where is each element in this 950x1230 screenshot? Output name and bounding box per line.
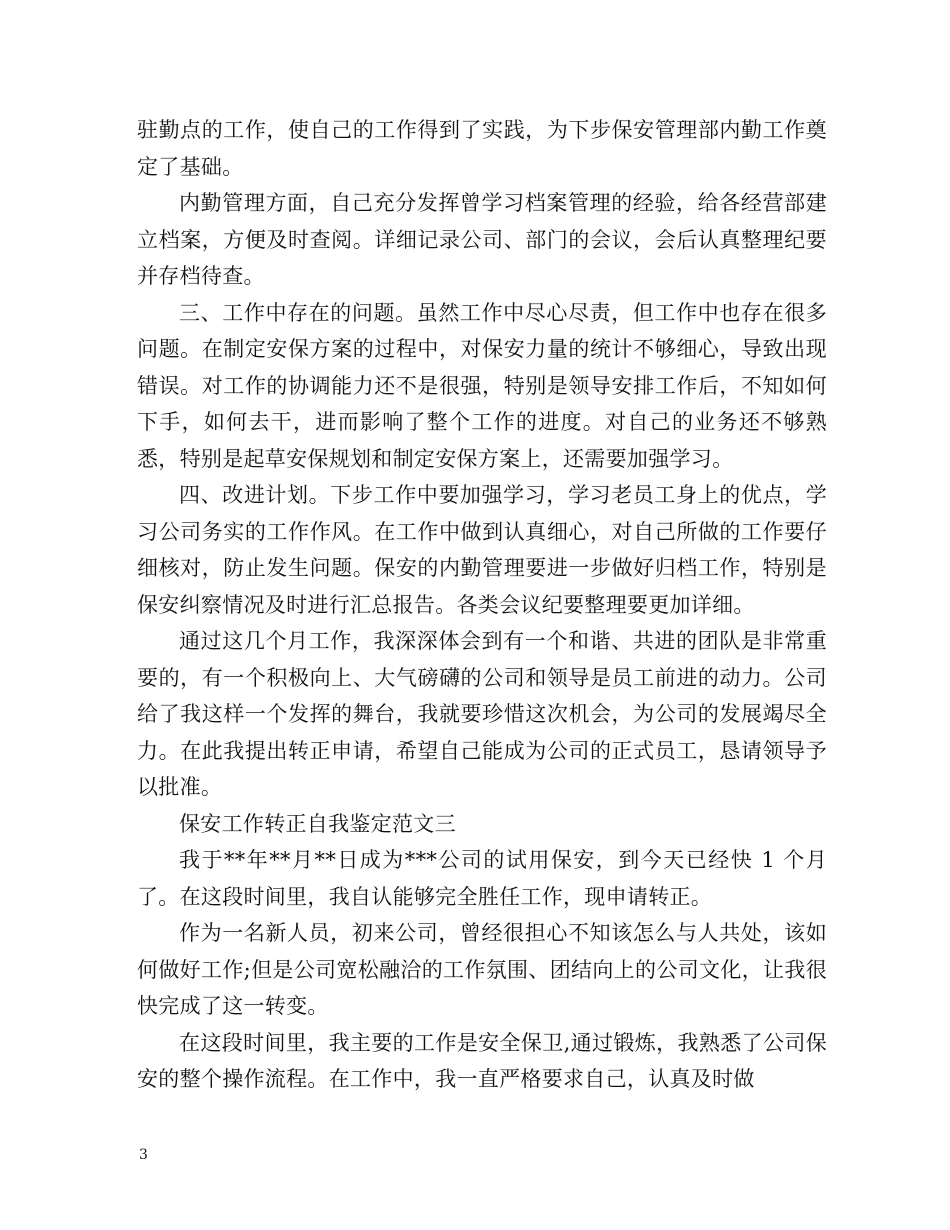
paragraph-conclusion: 通过这几个月工作，我深深体会到有一个和谐、共进的团队是非常重要的，有一个积极向上、大气磅礴的公司和领导是员工前进的动力。公司给了我这样一个发挥的舞台，我就要珍惜这次机会，为公司的发展竭尽全力。在此我提出转正申请，希望自己能成为公司的正式员工，恳请领导予以批准。	[137, 629, 827, 799]
body-text	[137, 112, 827, 1098]
page-number: 3	[139, 1147, 148, 1163]
paragraph-improvement-plan: 四、改进计划。下步工作中要加强学习，学习老员工身上的优点，学习公司务实的工作作风。在工作中做到认真细心，对自己所做的工作要仔细核对，防止发生问题。保安的内勤管理要进一步做好归档工作，特别是保安纠察情况及时进行汇总报告。各类会议纪要整理要更加详细。	[137, 483, 827, 617]
paragraph-existing-problems: 三、工作中存在的问题。虽然工作中尽心尽责，但工作中也存在很多问题。在制定安保方案的过程中，对保安力量的统计不够细心，导致出现错误。对工作的协调能力还不是很强，特别是领导安排工作后，不知如何下手，如何去干，进而影响了整个工作的进度。对自己的业务还不够熟悉，特别是起草安保规划和制定安保方案上，还需要加强学习。	[137, 300, 827, 471]
paragraph-internal-management: 内勤管理方面，自己充分发挥曾学习档案管理的经验，给各经营部建立档案，方便及时查阅。详细记录公司、部门的会议，会后认真整理纪要并存档待查。	[137, 191, 827, 288]
paragraph-main-work: 在这段时间里，我主要的工作是安全保卫,通过锻炼，我熟悉了公司保安的整个操作流程。在工作中，我一直严格要求自己，认真及时做	[137, 1030, 827, 1091]
section-heading: 保安工作转正自我鉴定范文三	[179, 811, 456, 836]
paragraph-new-staff: 作为一名新人员，初来公司，曾经很担心不知该怎么与人共处，该如何做好工作;但是公司宽松融洽的工作氛围、团结向上的公司文化，让我很快完成了这一转变。	[137, 921, 827, 1018]
paragraph-intro: 我于**年**月**日成为***公司的试用保安，到今天已经快 1 个月了。在这段时间里，我自认能够完全胜任工作，现申请转正。	[137, 848, 827, 909]
paragraph-continuation: 驻勤点的工作，使自己的工作得到了实践，为下步保安管理部内勤工作奠定了基础。	[137, 118, 827, 179]
